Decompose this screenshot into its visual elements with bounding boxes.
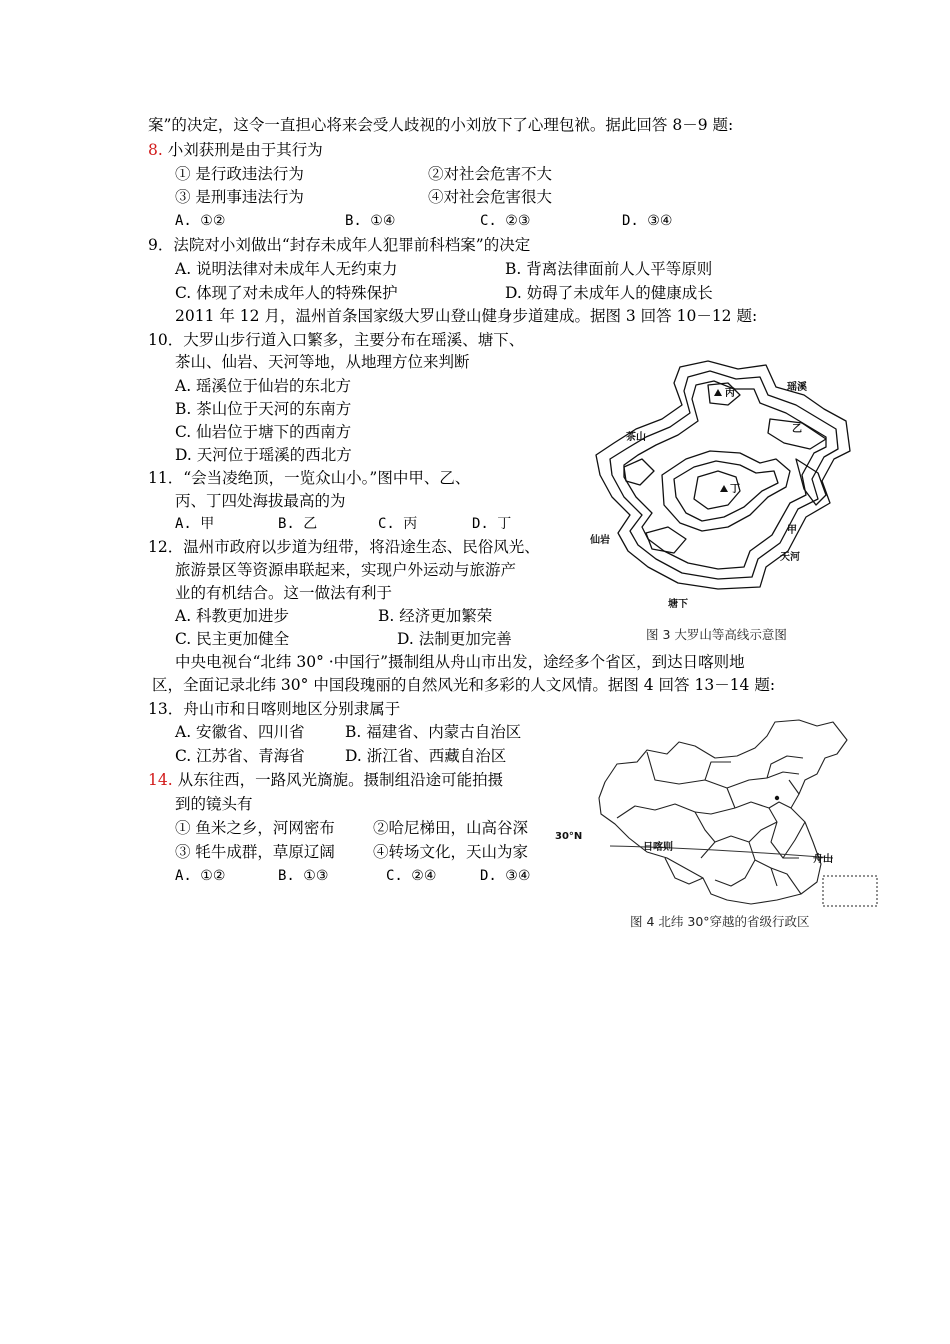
q14-option-b: B. ①③: [278, 868, 329, 884]
capital-marker: [775, 796, 779, 800]
q13-option-a: A. 安徽省、四川省: [175, 723, 305, 741]
q11-option-c: C. 丙: [378, 516, 418, 532]
label-rikaze: 日喀则: [643, 842, 673, 853]
province-border: [695, 808, 735, 814]
q9-option-b: B. 背离法律面前人人平等原则: [505, 260, 713, 278]
question-14: [148, 770, 503, 790]
q13-option-d: D. 浙江省、西藏自治区: [345, 747, 507, 765]
province-border: [715, 836, 755, 886]
q8-option-b: B. ①④: [345, 213, 396, 229]
q14-option-a: A. ①②: [175, 868, 226, 884]
q8-statement-1: ① 是行政违法行为: [175, 165, 304, 183]
question-14-stem-1: 从东往西，一路风光旖旎。摄制组沿途可能拍摄: [177, 771, 504, 789]
label-yaoxi: 瑶溪: [787, 382, 807, 393]
province-border: [647, 752, 735, 808]
summit-marker-ding: [720, 485, 728, 492]
question-10-stem-1: 10．大罗山步行道入口繁多，主要分布在瑶溪、塘下、: [148, 331, 525, 349]
province-border: [727, 772, 799, 788]
label-tianhe: 天河: [780, 552, 800, 563]
province-border: [749, 822, 777, 842]
q13-option-b: B. 福建省、内蒙古自治区: [345, 723, 522, 741]
q12-option-a: A. 科教更加进步: [175, 607, 290, 625]
question-8-stem: 小刘获刑是由于其行为: [167, 141, 323, 159]
q9-option-d: D. 妨碍了未成年人的健康成长: [505, 284, 713, 302]
q11-option-d: D. 丁: [472, 516, 512, 532]
south-china-sea-inset: [823, 876, 877, 906]
q14-statement-4: ④转场文化，天山为家: [373, 843, 529, 861]
q13-option-c: C. 江苏省、青海省: [175, 747, 305, 765]
question-12-stem-2: 旅游景区等资源串联起来，实现户外运动与旅游产: [175, 561, 517, 579]
question-10-stem-2: 茶山、仙岩、天河等地，从地理方位来判断: [175, 353, 470, 371]
label-xianyan: 仙岩: [590, 535, 610, 546]
q10-option-c: C. 仙岩位于塘下的西南方: [175, 423, 352, 441]
question-12-stem-3: 业的有机结合。这一做法有利于: [175, 584, 393, 602]
label-bing: 丙: [725, 388, 735, 399]
q8-statement-2: ②对社会危害不大: [428, 165, 553, 183]
china-outline: [599, 720, 847, 904]
contour-line: [624, 381, 826, 569]
q12-option-c: C. 民主更加健全: [175, 630, 290, 648]
q8-statement-3: ③ 是刑事违法行为: [175, 188, 304, 206]
province-border: [783, 822, 805, 858]
q8-statement-4: ④对社会危害很大: [428, 188, 553, 206]
question-8: [148, 140, 323, 160]
q12-option-b: B. 经济更加繁荣: [378, 607, 493, 625]
province-border: [755, 860, 801, 894]
figure-4-caption: 图 4 北纬 30°穿越的省级行政区: [630, 914, 810, 929]
q8-option-d: D. ③④: [622, 213, 673, 229]
q9-option-c: C. 体现了对未成年人的特殊保护: [175, 284, 398, 302]
question-9-stem: 9．法院对小刘做出“封存未成年人犯罪前科档案”的决定: [148, 236, 531, 254]
q14-option-d: D. ③④: [480, 868, 531, 884]
province-border: [789, 780, 799, 794]
q14-statement-2: ②哈尼梯田，山高谷深: [373, 819, 529, 837]
q14-option-c: C. ②④: [386, 868, 437, 884]
q14-statement-3: ③ 牦牛成群，草原辽阔: [175, 843, 335, 861]
contour-line: [596, 361, 850, 589]
q8-option-c: C. ②③: [480, 213, 531, 229]
contour-line: [646, 527, 686, 553]
province-border: [767, 756, 803, 778]
question-8-number: 8.: [148, 141, 163, 159]
figure-3-contour-map: [590, 355, 852, 610]
province-border: [705, 762, 731, 780]
province-border: [735, 802, 799, 858]
question-11-stem-2: 丙、丁四处海拔最高的为: [175, 492, 346, 510]
label-jia: 甲: [787, 525, 797, 536]
intro-q13-14-line-2: 区，全面记录北纬 30° 中国段瑰丽的自然风光和多彩的人文风情。据图 4 回答 13－14 题:: [152, 676, 776, 694]
question-14-number: 14.: [148, 771, 173, 789]
q12-option-d: D. 法制更加完善: [397, 630, 512, 648]
q10-option-a: A. 瑶溪位于仙岩的东北方: [175, 377, 352, 395]
figure-4-china-map: [555, 718, 885, 908]
label-30n: 30°N: [555, 831, 583, 842]
label-tangxia: 塘下: [668, 599, 688, 610]
contour-line: [624, 459, 654, 485]
intro-q10-12: 2011 年 12 月，温州首条国家级大罗山登山健身步道建成。据图 3 回答 10－12 题:: [175, 307, 758, 325]
contour-line: [610, 371, 838, 579]
province-border: [665, 858, 703, 884]
province-border: [769, 802, 791, 808]
label-yi: 乙: [792, 424, 802, 435]
question-11-stem-1: 11．“会当凌绝顶，一览众山小。”图中甲、乙、: [148, 469, 471, 487]
q9-option-a: A. 说明法律对未成年人无约束力: [175, 260, 398, 278]
question-14-stem-2: 到的镜头有: [175, 795, 253, 813]
summit-marker-bing: [714, 389, 722, 396]
figure-3-caption: 图 3 大罗山等高线示意图: [646, 627, 787, 642]
q10-option-b: B. 茶山位于天河的东南方: [175, 400, 352, 418]
q14-statement-1: ① 鱼米之乡，河网密布: [175, 819, 335, 837]
label-zhoushan: 舟山: [813, 854, 833, 865]
label-chashan: 茶山: [626, 432, 646, 443]
q11-option-b: B. 乙: [278, 516, 318, 532]
q10-option-d: D. 天河位于瑶溪的西北方: [175, 446, 352, 464]
question-12-stem-1: 12．温州市政府以步道为纽带，将沿途生态、民俗风光、: [148, 538, 540, 556]
contour-line: [708, 383, 740, 405]
province-border: [771, 868, 777, 886]
intro-q8-9: 案”的决定，这令一直担心将来会受人歧视的小刘放下了心理包袱。据此回答 8－9 题:: [148, 116, 734, 134]
question-13-stem: 13．舟山市和日喀则地区分别隶属于: [148, 700, 401, 718]
q11-option-a: A. 甲: [175, 516, 215, 532]
intro-q13-14-line-1: 中央电视台“北纬 30° ·中国行”摄制组从舟山市出发，途经多个省区，到达日喀则地: [175, 653, 745, 671]
q8-option-a: A. ①②: [175, 213, 226, 229]
label-ding: 丁: [730, 484, 740, 495]
